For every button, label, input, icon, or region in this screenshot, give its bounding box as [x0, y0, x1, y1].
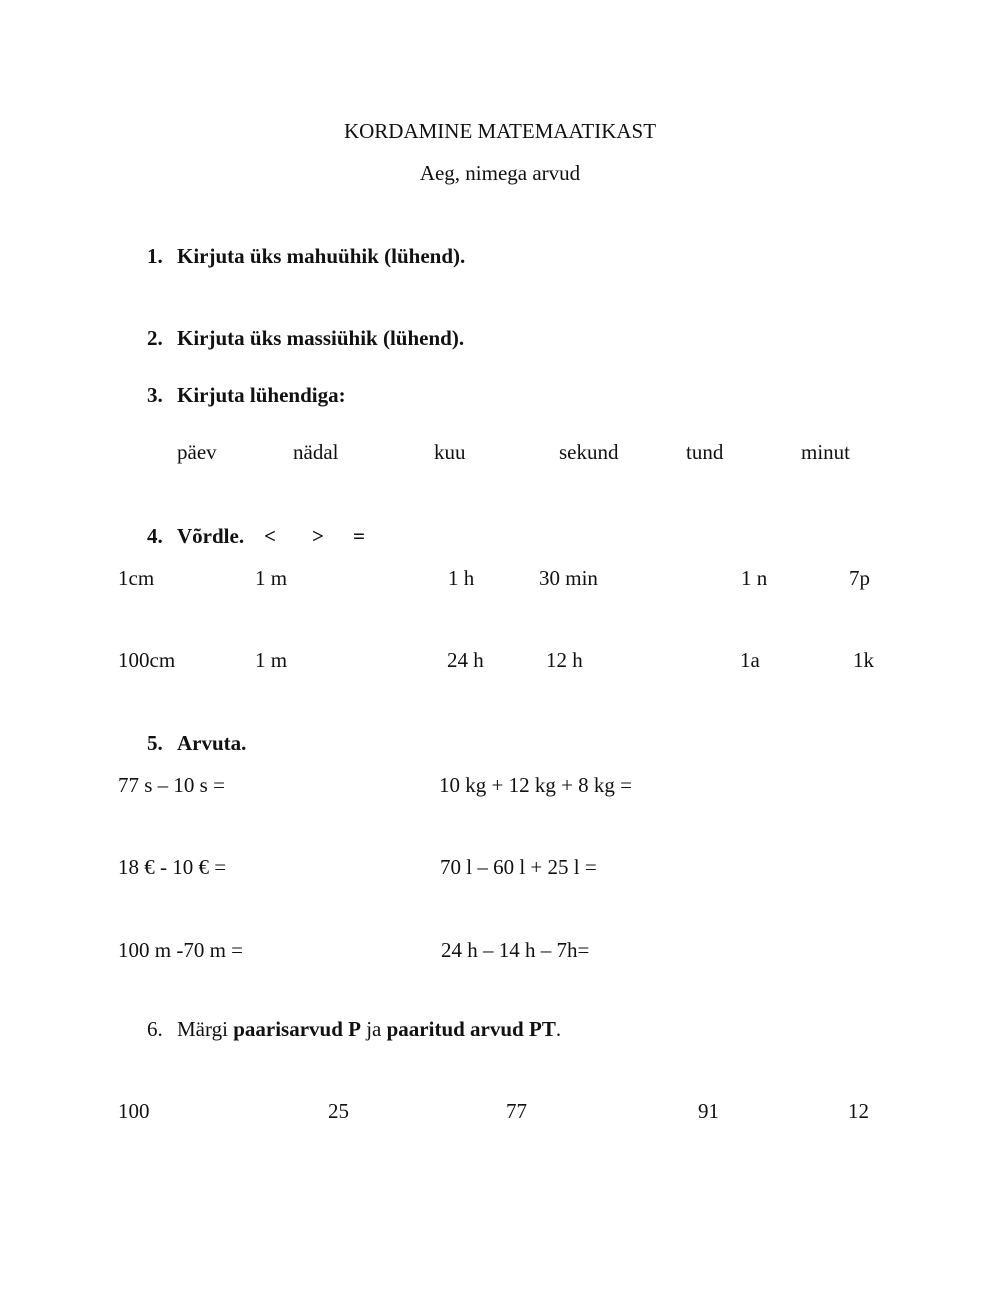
compare-item: 7p: [849, 566, 870, 590]
number-item: 91: [698, 1099, 719, 1123]
word-item: kuu: [434, 440, 466, 464]
compare-item: 1cm: [118, 566, 155, 590]
compare-item: 1 m: [255, 566, 288, 590]
compare-item: 30 min: [539, 566, 598, 590]
question-6-text: [177, 1019, 561, 1040]
question-4-text: Võrdle.: [177, 524, 245, 548]
number-item: 25: [328, 1099, 349, 1123]
question-6-middle: ja: [360, 1017, 387, 1041]
equation-item: 100 m -70 m =: [118, 938, 244, 962]
question-6-number: 6.: [147, 1017, 163, 1041]
word-item: nädal: [293, 440, 339, 464]
compare-item: 100cm: [118, 648, 176, 672]
word-item: sekund: [559, 440, 619, 464]
question-6-suffix: .: [555, 1017, 562, 1041]
question-6-bold-odd: paaritud arvud PT: [386, 1017, 556, 1041]
compare-symbol-less: <: [264, 524, 276, 548]
compare-item: 1a: [740, 648, 760, 672]
number-item: 12: [848, 1099, 869, 1123]
question-2-text: Kirjuta üks massiühik (lühend).: [177, 326, 465, 350]
page-title: KORDAMINE MATEMAATIKAST: [343, 119, 657, 143]
question-3-text: Kirjuta lühendiga:: [177, 383, 346, 407]
word-item: minut: [801, 440, 851, 464]
question-2-number: 2.: [147, 326, 163, 350]
question-5-number: 5.: [147, 731, 163, 755]
equation-item: 24 h – 14 h – 7h=: [441, 938, 590, 962]
equation-item: 18 € - 10 € =: [118, 855, 227, 879]
word-item: tund: [686, 440, 724, 464]
equation-item: 10 kg + 12 kg + 8 kg =: [439, 773, 633, 797]
page-subtitle: Aeg, nimega arvud: [419, 161, 581, 185]
compare-symbol-greater: >: [312, 524, 324, 548]
compare-item: 1 n: [741, 566, 768, 590]
compare-item: 1 h: [448, 566, 475, 590]
question-3-number: 3.: [147, 383, 163, 407]
equation-item: 77 s – 10 s =: [118, 773, 225, 797]
compare-symbol-equal: =: [353, 524, 365, 548]
question-1-text: Kirjuta üks mahuühik (lühend).: [177, 244, 466, 268]
word-item: päev: [177, 440, 217, 464]
question-1-number: 1.: [147, 244, 163, 268]
number-item: 77: [506, 1099, 527, 1123]
question-5-text: Arvuta.: [177, 731, 247, 755]
compare-item: 1k: [853, 648, 874, 672]
equation-item: 70 l – 60 l + 25 l =: [440, 855, 597, 879]
compare-item: 12 h: [546, 648, 583, 672]
question-6-bold-even: paarisarvud P: [233, 1017, 361, 1041]
compare-item: 24 h: [447, 648, 484, 672]
question-6-prefix: Märgi: [177, 1017, 234, 1041]
number-item: 100: [118, 1099, 150, 1123]
question-4-number: 4.: [147, 524, 163, 548]
compare-item: 1 m: [255, 648, 288, 672]
